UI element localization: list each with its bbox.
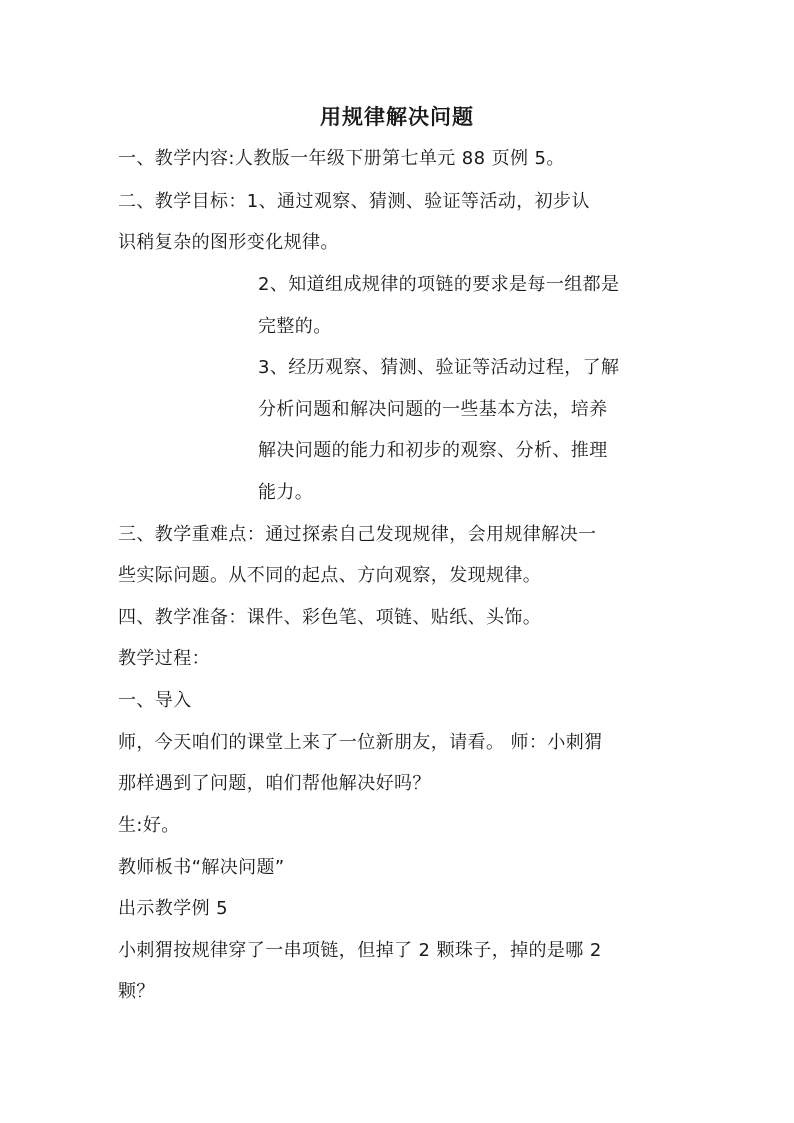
introduction-heading: 一、导入 xyxy=(118,690,192,711)
paragraph-line-cont: 那样遇到了问题，咱们帮他解决好吗？ xyxy=(118,773,431,794)
goal-3-line-cont-2: 解决问题的能力和初步的观察、分析、推理 xyxy=(258,440,608,461)
board-writing-line: 教师板书“解决问题” xyxy=(118,857,285,878)
key-difficulties-line: 三、教学重难点：通过探索自己发现规律，会用规律解决一 xyxy=(118,524,597,545)
problem-line: 小刺猬按规律穿了一串项链，但掉了 2 颗珠子，掉的是哪 2 xyxy=(118,940,602,961)
goal-3-line-cont-1: 分析问题和解决问题的一些基本方法，培养 xyxy=(258,399,608,420)
paragraph-line: 师，今天咱们的课堂上来了一位新朋友，请看。 师：小刺猬 xyxy=(118,732,603,753)
document-title: 用规律解决问题 xyxy=(320,104,474,129)
key-difficulties-line-cont: 些实际问题。从不同的起点、方向观察，发现规律。 xyxy=(118,565,542,586)
teaching-goals-line: 二、教学目标：1、通过观察、猜测、验证等活动，初步认 xyxy=(118,191,590,212)
example-line: 出示教学例 5 xyxy=(118,898,228,919)
teaching-goals-line-cont: 识稍复杂的图形变化规律。 xyxy=(118,232,339,253)
problem-line-cont: 颗？ xyxy=(118,981,155,1002)
goal-2-line: 2、知道组成规律的项链的要求是每一组都是 xyxy=(258,274,620,295)
student-reply-line: 生:好。 xyxy=(118,815,180,836)
teaching-process-heading: 教学过程： xyxy=(118,648,210,669)
teaching-preparation-line: 四、教学准备：课件、彩色笔、项链、贴纸、头饰。 xyxy=(118,607,542,628)
goal-3-line-cont-3: 能力。 xyxy=(258,482,314,503)
teaching-content-line: 一、教学内容:人教版一年级下册第七单元 88 页例 5。 xyxy=(118,148,565,169)
goal-3-line: 3、经历观察、猜测、验证等活动过程，了解 xyxy=(258,357,620,378)
goal-2-line-cont: 完整的。 xyxy=(258,316,332,337)
